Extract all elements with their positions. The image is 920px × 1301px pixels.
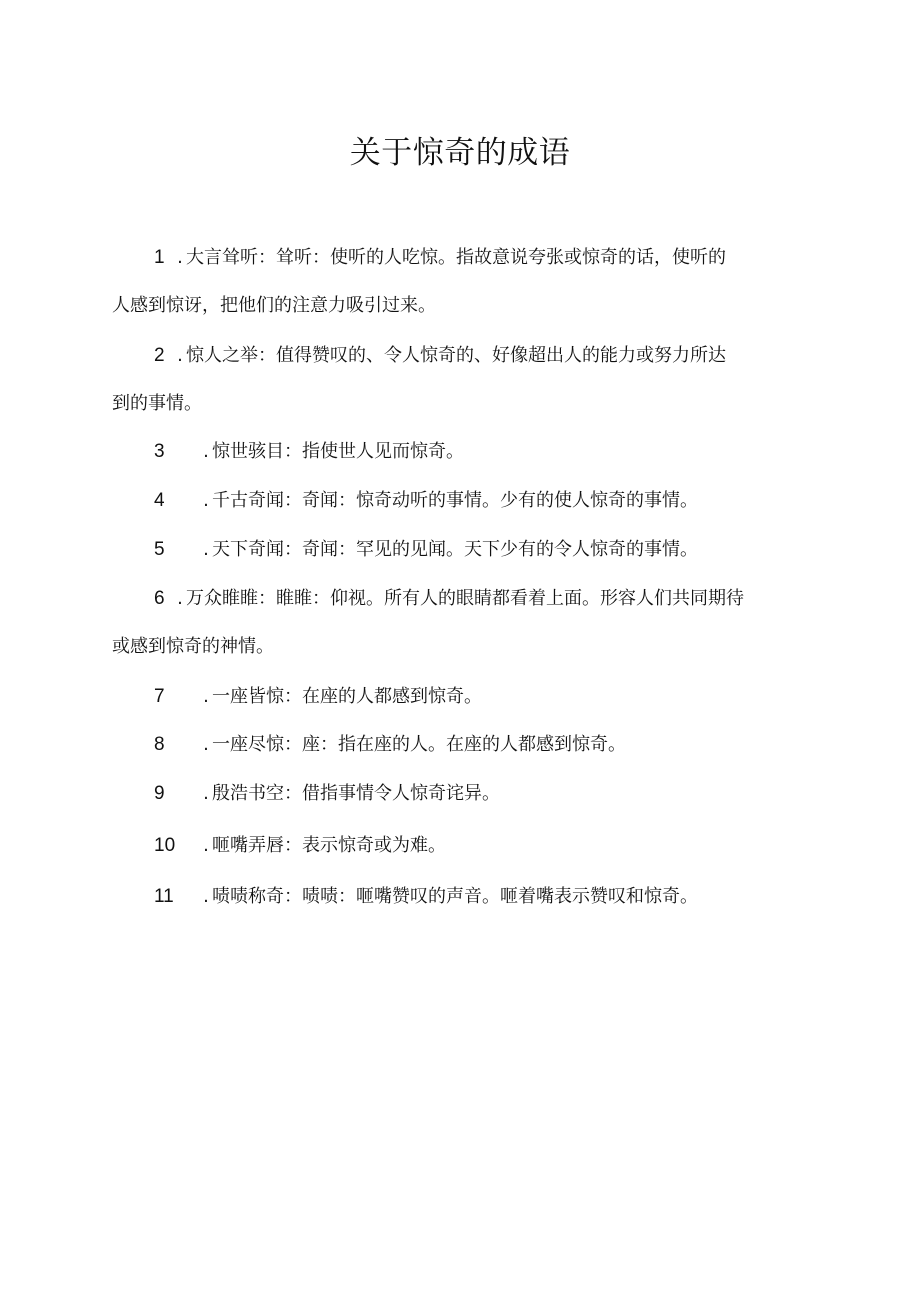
entry-line-1 xyxy=(112,673,802,721)
list-item xyxy=(112,770,802,818)
entry-separator: . xyxy=(203,686,209,707)
entry-separator: . xyxy=(203,835,209,856)
list-item xyxy=(112,822,802,870)
list-item xyxy=(112,873,802,921)
entry-text: 咂嘴弄唇：表示惊奇或为难。 xyxy=(212,835,446,856)
entry-line-2 xyxy=(112,282,802,330)
list-item xyxy=(112,721,802,769)
list-item xyxy=(112,332,802,428)
entry-text-continued: 人感到惊讶，把他们的注意力吸引过来。 xyxy=(112,295,436,316)
entry-number: 7 xyxy=(154,686,165,707)
entry-text-continued: 或感到惊奇的神情。 xyxy=(112,636,274,657)
entry-text: 万众睢睢：睢睢：仰视。所有人的眼睛都看着上面。形容人们共同期待 xyxy=(186,588,744,609)
entry-number: 11 xyxy=(154,886,174,907)
entry-text: 惊人之举：值得赞叹的、令人惊奇的、好像超出人的能力或努力所达 xyxy=(186,345,726,366)
entry-number: 8 xyxy=(154,734,165,755)
entry-number: 2 xyxy=(154,345,165,366)
entry-separator: . xyxy=(177,588,183,609)
entry-line-1 xyxy=(112,234,802,282)
list-item xyxy=(112,526,802,574)
list-item xyxy=(112,575,802,671)
entry-separator: . xyxy=(203,490,209,511)
entry-line-1 xyxy=(112,721,802,769)
entry-number: 6 xyxy=(154,588,165,609)
entry-text: 殷浩书空：借指事情令人惊奇诧异。 xyxy=(212,783,500,804)
entry-separator: . xyxy=(203,734,209,755)
entry-separator: . xyxy=(203,441,209,462)
entry-line-1 xyxy=(112,873,802,921)
entry-number: 9 xyxy=(154,783,165,804)
entry-text: 啧啧称奇：啧啧：咂嘴赞叹的声音。咂着嘴表示赞叹和惊奇。 xyxy=(212,886,698,907)
list-item xyxy=(112,234,802,330)
entry-separator: . xyxy=(177,345,183,366)
entry-line-1 xyxy=(112,477,802,525)
entry-number: 1 xyxy=(154,247,165,268)
entry-separator: . xyxy=(177,247,183,268)
entry-line-1 xyxy=(112,332,802,380)
entry-line-1 xyxy=(112,526,802,574)
entry-text: 惊世骇目：指使世人见而惊奇。 xyxy=(212,441,464,462)
entry-text: 千古奇闻：奇闻：惊奇动听的事情。少有的使人惊奇的事情。 xyxy=(212,490,698,511)
entry-line-2 xyxy=(112,623,802,671)
entry-number: 5 xyxy=(154,539,165,560)
entry-separator: . xyxy=(203,886,209,907)
entry-text: 一座皆惊：在座的人都感到惊奇。 xyxy=(212,686,482,707)
list-item xyxy=(112,673,802,721)
entry-line-1 xyxy=(112,575,802,623)
entry-line-2 xyxy=(112,380,802,428)
entry-text: 大言耸听：耸听：使听的人吃惊。指故意说夸张或惊奇的话，使听的 xyxy=(186,247,726,268)
document-title: 关于惊奇的成语 xyxy=(349,135,571,171)
entry-text: 一座尽惊：座：指在座的人。在座的人都感到惊奇。 xyxy=(212,734,626,755)
entry-separator: . xyxy=(203,783,209,804)
entry-line-1 xyxy=(112,822,802,870)
entry-number: 10 xyxy=(154,835,176,856)
entry-text: 天下奇闻：奇闻：罕见的见闻。天下少有的令人惊奇的事情。 xyxy=(212,539,698,560)
entry-line-1 xyxy=(112,770,802,818)
list-item xyxy=(112,428,802,476)
entry-number: 4 xyxy=(154,490,165,511)
list-item xyxy=(112,477,802,525)
entry-line-1 xyxy=(112,428,802,476)
entry-separator: . xyxy=(203,539,209,560)
entry-text-continued: 到的事情。 xyxy=(112,393,202,414)
entry-number: 3 xyxy=(154,441,165,462)
